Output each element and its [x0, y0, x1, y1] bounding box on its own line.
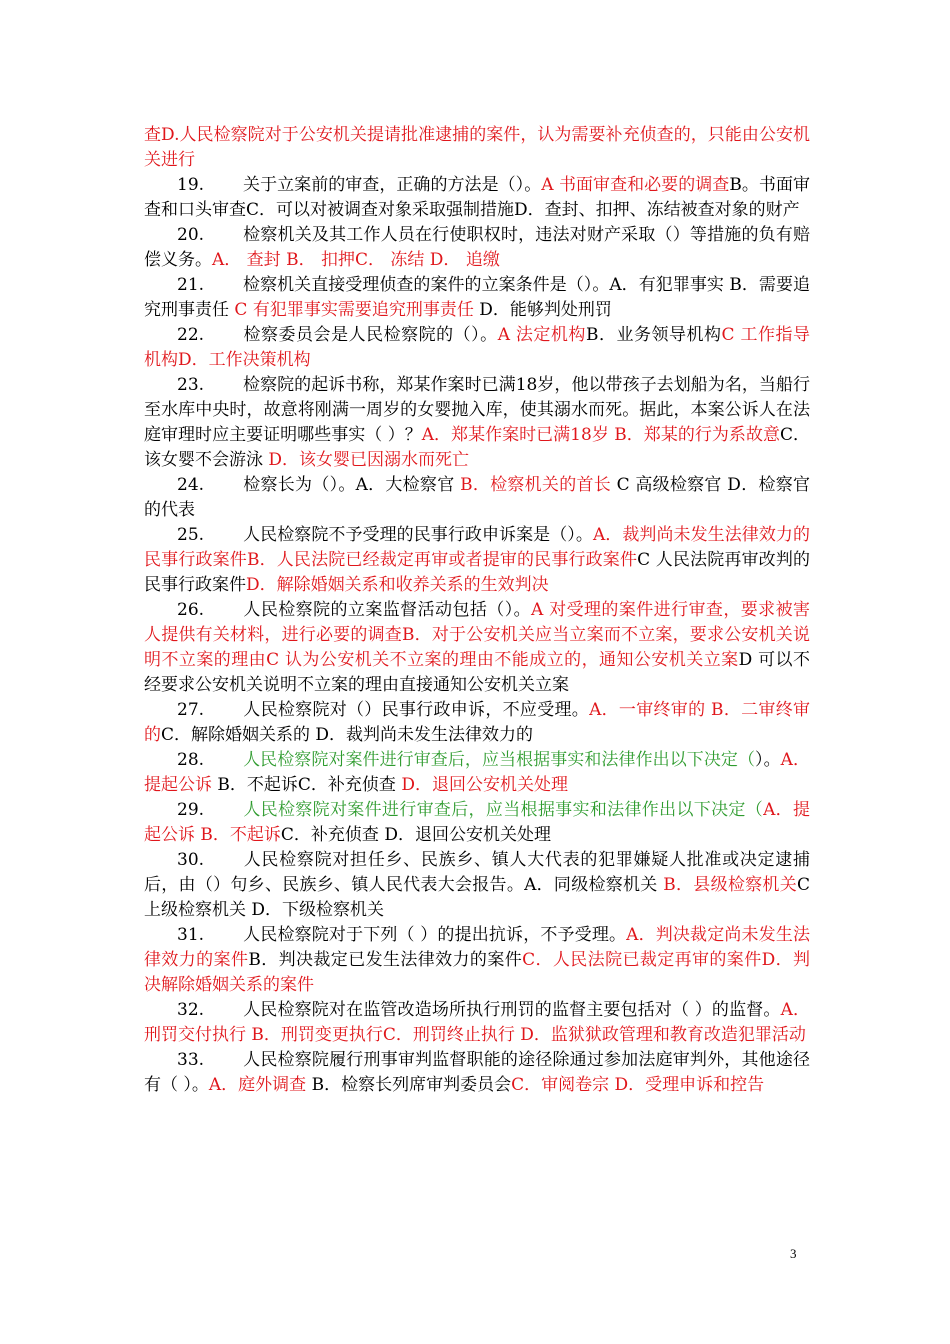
question-paragraph [144, 473, 810, 523]
answer-text: A．刑罚交付执行 B．刑罚变更执行C．刑罚终止执行 D．监狱狱政管理和教育改造犯罪活动 [144, 1000, 810, 1045]
answer-text: 查D.人民检察院对于公安机关提请批准逮捕的案件，认为需要补充侦查的，只能由公安机关进行 [144, 125, 810, 170]
question-number: 24. [177, 475, 205, 495]
question-text: B．检察长列席审判委员会 [306, 1075, 512, 1095]
question-number: 26. [177, 600, 205, 620]
question-number: 33. [177, 1050, 205, 1070]
question-number: 31. [177, 925, 205, 945]
answer-text: C 有犯罪事实需要追究刑事责任 [234, 300, 474, 320]
question-number: 32. [177, 1000, 205, 1020]
answer-text: A．提起公诉 [144, 750, 811, 795]
question-text: C上级检察机关 D．下级检察机关 [144, 875, 810, 920]
answer-text: A．郑某作案时已满18岁 B．郑某的行为系故意 [421, 425, 780, 445]
question-text: 人民检察院对于下列（ ）的提出抗诉，不予受理。 [243, 925, 627, 945]
question-text: 关于立案前的审查，正确的方法是（）。 [243, 175, 542, 195]
question-text: 人民检察院不予受理的民事行政申诉案是（）。 [243, 525, 593, 545]
question-paragraph [144, 698, 810, 748]
question-text: 检察机关及其工作人员在行使职权时，违法对财产采取（）等措施的负有赔偿义务。 [144, 225, 810, 270]
answer-text: A． 查封 B． 扣押C． 冻结 D． 追缴 [212, 250, 500, 270]
question-paragraph [144, 923, 810, 998]
question-text: D．能够判处刑罚 [473, 300, 612, 320]
question-number: 22. [177, 325, 205, 345]
question-text: B．不起诉C．补充侦查 [212, 775, 402, 795]
answer-text: C．人民法院已裁定再审的案件D．判决解除婚姻关系的案件 [144, 950, 811, 995]
question-text: 人民检察院对担任乡、民族乡、镇人大代表的犯罪嫌疑人批准或决定逮捕后，由（）句乡、民族乡、镇人民代表大会报告。A．同级检察机关 [144, 850, 810, 895]
question-number: 21. [177, 275, 205, 295]
question-paragraph [144, 223, 810, 273]
question-paragraph [144, 598, 810, 698]
question-text: D 可以不经要求公安机关说明不立案的理由直接通知公安机关立案 [144, 650, 810, 695]
question-text: C 人民法院再审改判的民事行政案件 [144, 550, 810, 595]
answer-text: D．该女婴已因溺水而死亡 [268, 450, 470, 470]
question-text: C 高级检察官 D．检察官的代表 [144, 475, 810, 520]
answer-text: B．县级检察机关 [663, 875, 797, 895]
question-number: 30. [177, 850, 205, 870]
answer-text: A．庭外调查 [208, 1075, 307, 1095]
answer-text: D．解除婚姻关系和收养关系的生效判决 [246, 575, 549, 595]
question-text: 人民检察院对案件进行审查后，应当根据事实和法律作出以下决定（ [243, 750, 756, 770]
question-paragraph [144, 748, 810, 798]
answer-text: A 对受理的案件进行审查，要求被害人提供有关材料，进行必要的调查B．对于公安机关应当立案而不立案，要求公安机关说明不立案的理由C 认为公安机关不立案的理由不能成立的，通知公安机关立案 [144, 600, 811, 670]
question-text: ）。 [755, 750, 781, 770]
question-number: 20. [177, 225, 205, 245]
question-number: 23. [177, 375, 205, 395]
answer-text: C．审阅卷宗 D．受理申诉和控告 [511, 1075, 765, 1095]
question-paragraph [144, 998, 810, 1048]
question-text: 人民检察院对（）民事行政申诉，不应受理。 [243, 700, 590, 720]
question-number: 28. [177, 750, 205, 770]
question-text: 检察长为（）。A．大检察官 [243, 475, 461, 495]
question-paragraph [144, 273, 810, 323]
answer-text: A．判决裁定尚未发生法律效力的案件 [144, 925, 810, 970]
question-paragraph [144, 373, 810, 473]
question-number: 29. [177, 800, 205, 820]
question-number: 25. [177, 525, 205, 545]
question-paragraph [144, 173, 810, 223]
question-text: 人民检察院对在监管改造场所执行刑罚的监督主要包括对（ ）的监督。 [243, 1000, 781, 1020]
question-paragraph [144, 1048, 810, 1098]
question-text: C．该女婴不会游泳 [144, 425, 810, 470]
question-text: 人民检察院的立案监督活动包括（）。 [243, 600, 532, 620]
question-paragraph [144, 123, 810, 173]
page-number: 3 [790, 1246, 797, 1261]
question-text: 人民检察院履行刑事审判监督职能的途径除通过参加法庭审判外，其他途径有（ ）。 [144, 1050, 810, 1095]
question-text: C．解除婚姻关系的 D．裁判尚未发生法律效力的 [161, 725, 534, 745]
answer-text: A．裁判尚未发生法律效力的民事行政案件B．人民法院已经裁定再审或者提审的民事行政案件 [144, 525, 810, 570]
question-text: 检察机关直接受理侦查的案件的立案条件是（）。A．有犯罪事实 B．需要追究刑事责任 [144, 275, 810, 320]
question-text: B。书面审查和口头审查C．可以对被调查对象采取强制措施D．查封、扣押、冻结被查对象的财产 [144, 175, 810, 220]
question-text: B．业务领导机构 [585, 325, 722, 345]
question-paragraph [144, 323, 810, 373]
question-paragraph [144, 523, 810, 598]
question-text: 人民检察院对案件进行审查后，应当根据事实和法律作出以下决定（ [243, 800, 764, 820]
question-text: C．补充侦查 D．退回公安机关处理 [280, 825, 551, 845]
question-paragraph [144, 798, 810, 848]
answer-text: B．检察机关的首长 [460, 475, 611, 495]
answer-text: D．退回公安机关处理 [401, 775, 568, 795]
answer-text: A 法定机构 [497, 325, 586, 345]
answer-text: A．一审终审的 B．二审终审的 [144, 700, 810, 745]
document-body [144, 123, 810, 1098]
answer-text: A 书面审查和必要的调查 [541, 175, 730, 195]
answer-text: A．提起公诉 B．不起诉 [144, 800, 811, 845]
answer-text: C 工作指导机构D．工作决策机构 [144, 325, 811, 370]
question-text: 检察院的起诉书称，郑某作案时已满18岁，他以带孩子去划船为名，当船行至水库中央时，故意将刚满一周岁的女婴抛入库，使其溺水而死。据此，本案公诉人在法庭审理时应主要证明哪些事实（ ）？ [144, 375, 810, 445]
question-text: 检察委员会是人民检察院的（）。 [243, 325, 498, 345]
question-paragraph [144, 848, 810, 923]
question-number: 19. [177, 175, 205, 195]
question-number: 27. [177, 700, 205, 720]
question-text: B．判决裁定已发生法律效力的案件 [248, 950, 523, 970]
